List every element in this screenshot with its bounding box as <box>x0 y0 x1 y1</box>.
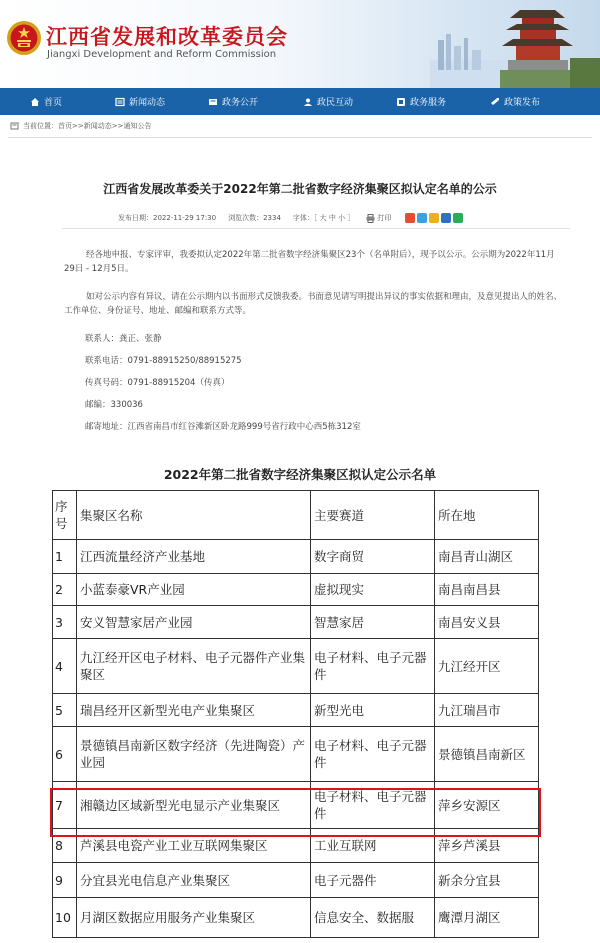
contact-phone: 联系电话：0791-88915250/88915275 <box>85 356 242 366</box>
header-cell: 所在地 <box>435 491 539 540</box>
table-cell: 九江经开区电子材料、电子元器件产业集聚区 <box>77 639 311 694</box>
nav-label: 政务公开 <box>222 98 259 108</box>
print-label: 打印 <box>377 214 392 222</box>
table-cell: 8 <box>53 829 77 863</box>
table-cell: 5 <box>53 694 77 727</box>
table-row <box>53 639 539 694</box>
table-cell: 工业互联网 <box>311 829 435 863</box>
nav-item-interaction[interactable] <box>303 88 353 115</box>
open-government-icon <box>208 97 218 107</box>
location-icon <box>10 121 20 131</box>
table-cell: 电子元器件 <box>311 863 435 898</box>
table-cell: 月湖区数据应用服务产业集聚区 <box>77 898 311 938</box>
table-cell: 南昌南昌县 <box>435 574 539 606</box>
publish-date: 发布日期：2022-11-29 17:30 <box>118 214 217 222</box>
nav-item-open-government[interactable] <box>208 88 258 115</box>
interaction-icon <box>303 97 313 107</box>
table-cell: 景德镇昌南新区数字经济（先进陶瓷）产业园 <box>77 727 311 782</box>
table-cell: 芦溪县电瓷产业工业互联网集聚区 <box>77 829 311 863</box>
main-nav <box>0 88 600 115</box>
policy-icon <box>490 97 500 107</box>
breadcrumb-prefix: 当前位置： <box>23 122 58 130</box>
site-title: 江西省发展和改革委员会 <box>46 25 288 49</box>
table-cell: 1 <box>53 540 77 574</box>
table-cell: 3 <box>53 606 77 639</box>
nav-label: 政民互动 <box>317 98 354 108</box>
cluster-list-table <box>52 490 539 938</box>
breadcrumb-notices[interactable]: 通知公告 <box>123 122 152 130</box>
table-cell: 小蓝泰豪VR产业园 <box>77 574 311 606</box>
breadcrumb-separator: >> <box>111 122 124 130</box>
print-button[interactable] <box>366 213 391 223</box>
site-subtitle: Jiangxi Development and Reform Commission <box>47 49 277 60</box>
print-icon <box>366 214 375 223</box>
article-meta <box>118 213 463 223</box>
table-cell: 新型光电 <box>311 694 435 727</box>
table-cell: 虚拟现实 <box>311 574 435 606</box>
table-cell: 2 <box>53 574 77 606</box>
table-cell: 南昌青山湖区 <box>435 540 539 574</box>
article-paragraph-2: 如对公示内容有异议，请在公示期内以书面形式反馈我委。书面意见请写明提出异议的事实依据和理由，及意见提出人的姓名、工作单位、身份证号、地址、邮编和联系方式等。 <box>64 292 563 316</box>
contact-fax: 传真号码：0791-88915204（传真） <box>85 378 230 388</box>
table-cell: 智慧家居 <box>311 606 435 639</box>
article-title: 江西省发展改革委关于2022年第二批省数字经济集聚区拟认定名单的公示 <box>103 182 497 196</box>
nav-label: 首页 <box>44 98 63 108</box>
table-row <box>53 863 539 898</box>
table-cell: 鹰潭月湖区 <box>435 898 539 938</box>
table-cell: 9 <box>53 863 77 898</box>
postcode: 邮编：330036 <box>85 400 143 410</box>
view-count: 浏览次数：2334 <box>228 214 281 222</box>
news-icon <box>115 97 125 107</box>
table-cell: 景德镇昌南新区 <box>435 727 539 782</box>
site-header <box>0 0 600 88</box>
table-cell: 瑞昌经开区新型光电产业集聚区 <box>77 694 311 727</box>
table-row <box>53 606 539 639</box>
share-people-icon[interactable] <box>441 213 451 223</box>
table-cell: 电子材料、电子元器件 <box>311 727 435 782</box>
table-row <box>53 727 539 782</box>
table-cell: 萍乡芦溪县 <box>435 829 539 863</box>
nav-label: 政务服务 <box>410 98 447 108</box>
table-row <box>53 540 539 574</box>
nav-item-policy[interactable] <box>490 88 540 115</box>
table-row <box>53 574 539 606</box>
table-row <box>53 898 539 938</box>
article-paragraph-1: 经各地申报、专家评审，我委拟认定2022年第二批省数字经济集聚区23个（名单附后），现予以公示。公示期为2022年11月29日 - 12月5日。 <box>64 250 555 274</box>
breadcrumb-separator: >> <box>72 122 84 130</box>
home-icon <box>30 97 40 107</box>
table-cell: 南昌安义县 <box>435 606 539 639</box>
breadcrumb-home[interactable]: 首页 <box>58 122 72 130</box>
table-cell: 分宜县光电信息产业集聚区 <box>77 863 311 898</box>
header-cell: 序号 <box>53 491 77 540</box>
share-renren-icon[interactable] <box>429 213 439 223</box>
table-row <box>53 694 539 727</box>
table-cell: 湘赣边区域新型光电显示产业集聚区 <box>77 782 311 829</box>
table-cell: 数字商贸 <box>311 540 435 574</box>
share-weibo-icon[interactable] <box>405 213 415 223</box>
mailing-address: 邮寄地址：江西省南昌市红谷滩新区卧龙路999号省行政中心西5栋312室 <box>85 422 361 432</box>
table-cell: 电子材料、电子元器件 <box>311 782 435 829</box>
divider <box>62 228 570 229</box>
breadcrumb-news[interactable]: 新闻动态 <box>83 122 112 130</box>
breadcrumb <box>10 121 151 131</box>
pavilion-skyline-image <box>430 0 600 88</box>
share-buttons <box>403 213 463 223</box>
divider <box>8 137 592 138</box>
nav-label: 新闻动态 <box>129 98 166 108</box>
table-cell: 九江瑞昌市 <box>435 694 539 727</box>
font-size-switch[interactable]: 字体：［ 大 中 小 ］ <box>292 214 355 222</box>
table-cell: 新余分宜县 <box>435 863 539 898</box>
table-header-row <box>53 491 539 540</box>
table-cell: 安义智慧家居产业园 <box>77 606 311 639</box>
table-cell: 电子材料、电子元器件 <box>311 639 435 694</box>
nav-item-service[interactable] <box>396 88 446 115</box>
header-cell: 主要赛道 <box>311 491 435 540</box>
table-cell: 江西流量经济产业基地 <box>77 540 311 574</box>
table-cell: 4 <box>53 639 77 694</box>
table-cell: 6 <box>53 727 77 782</box>
nav-label: 政策发布 <box>504 98 541 108</box>
table-cell: 九江经开区 <box>435 639 539 694</box>
share-qzone-icon[interactable] <box>417 213 427 223</box>
contact-person: 联系人：龚正、张静 <box>85 334 162 344</box>
nav-item-home[interactable] <box>30 88 62 115</box>
list-title: 2022年第二批省数字经济集聚区拟认定公示名单 <box>163 467 437 482</box>
table-cell: 10 <box>53 898 77 938</box>
table-cell: 7 <box>53 782 77 829</box>
national-emblem-icon <box>6 20 42 56</box>
table-cell: 萍乡安源区 <box>435 782 539 829</box>
table-row <box>53 829 539 863</box>
nav-item-news[interactable] <box>115 88 165 115</box>
table-cell: 信息安全、数据服 <box>311 898 435 938</box>
table-row-highlighted <box>53 782 539 829</box>
share-wechat-icon[interactable] <box>453 213 463 223</box>
header-cell: 集聚区名称 <box>77 491 311 540</box>
service-icon <box>396 97 406 107</box>
